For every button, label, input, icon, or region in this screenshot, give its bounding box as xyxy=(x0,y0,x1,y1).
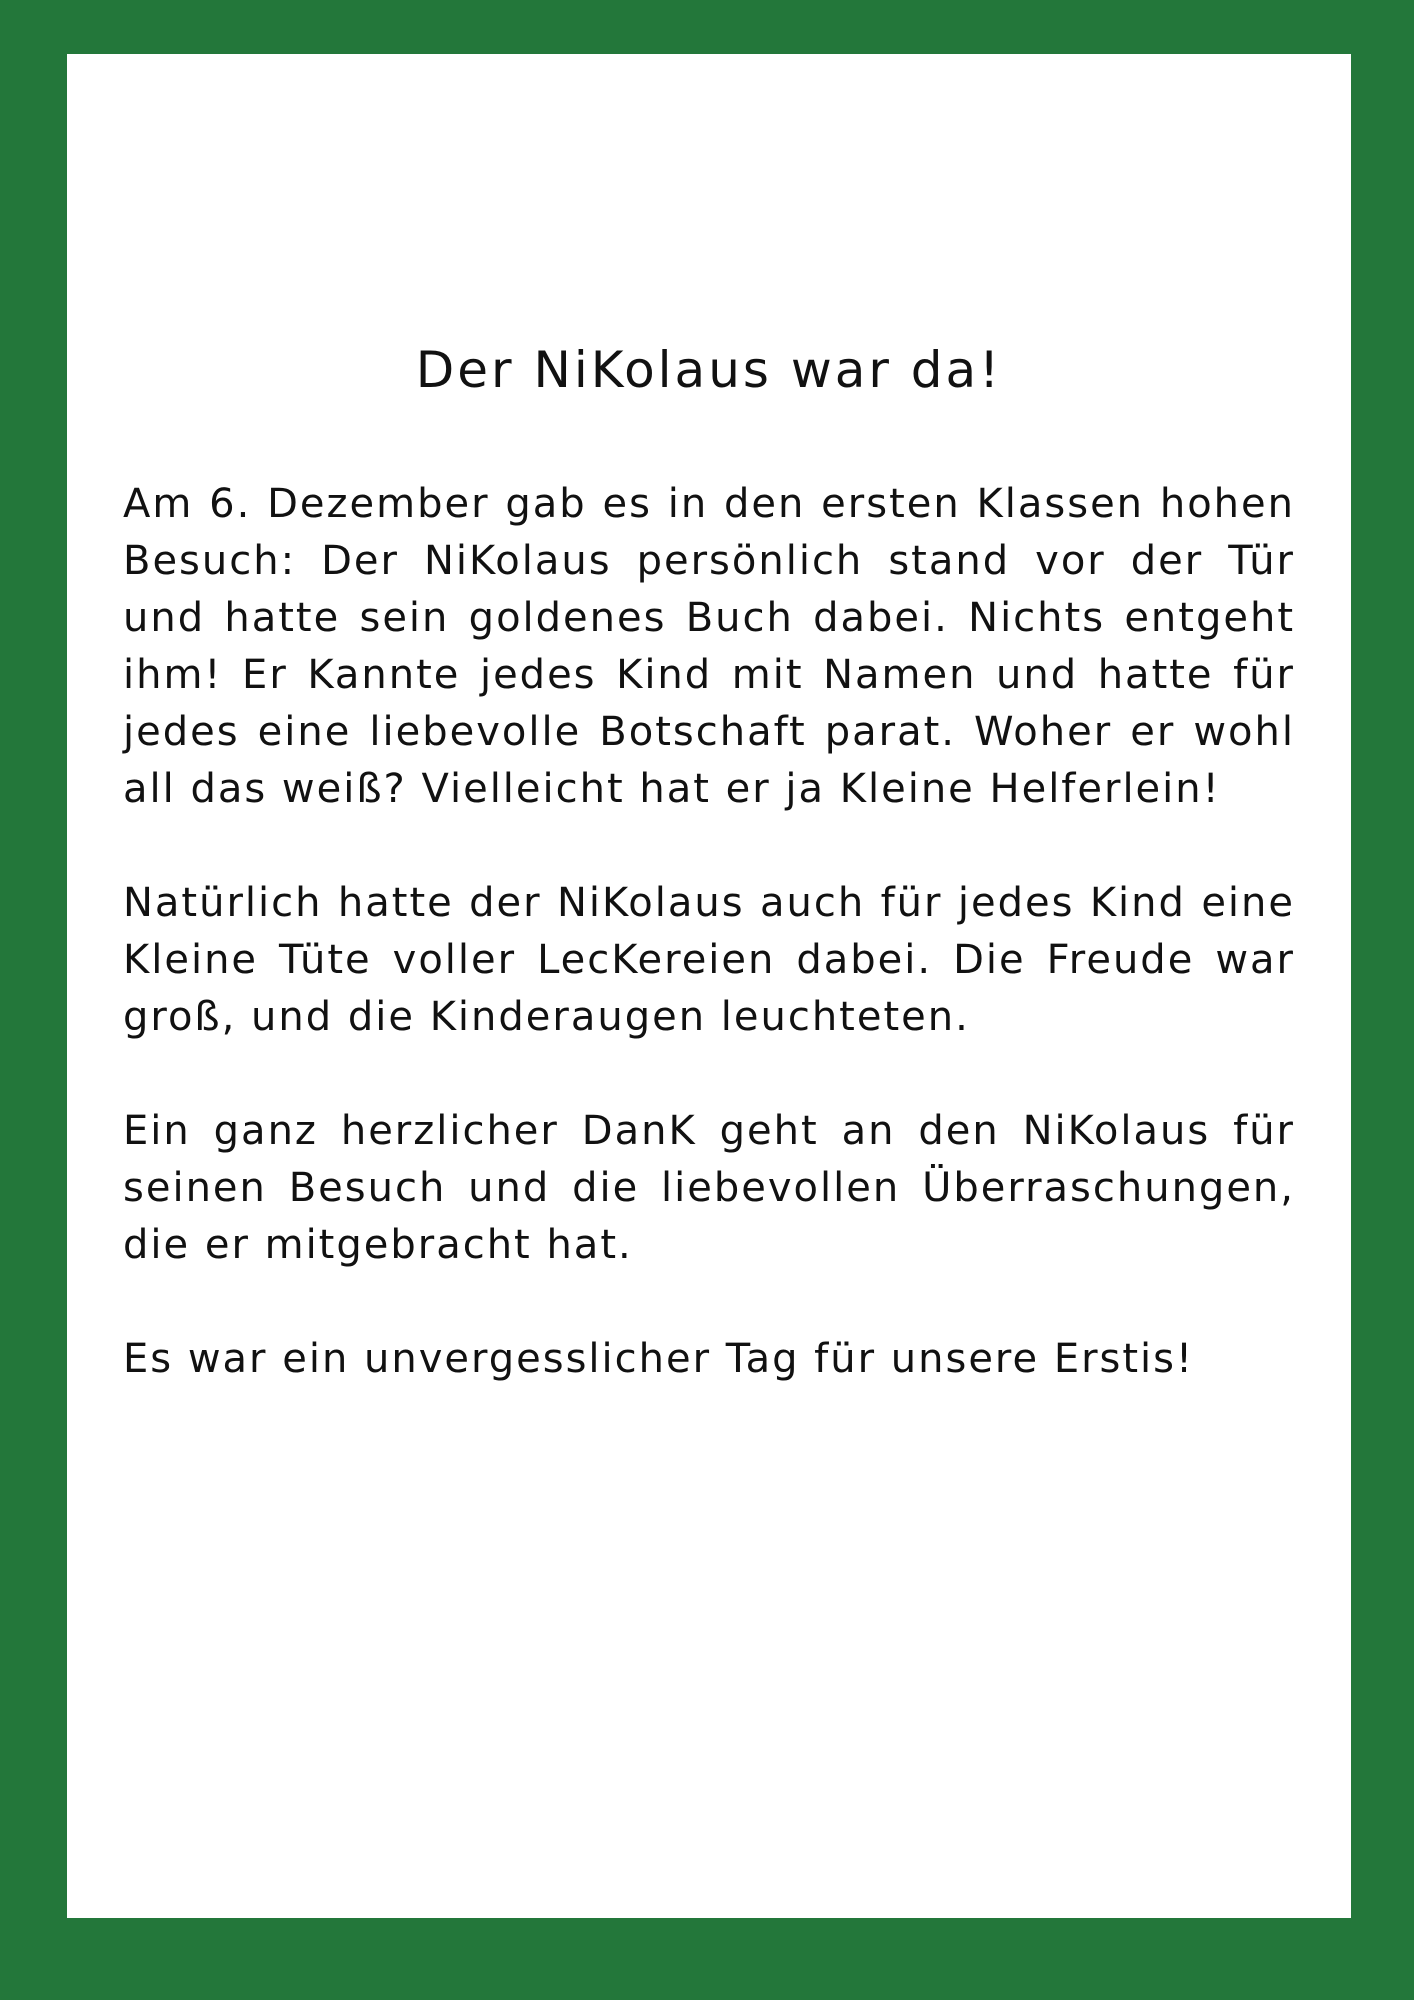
paragraph-1: Am 6. Dezember gab es in den ersten Klassen hohen Besuch: Der NiKolaus persönlich stand vor der Tür und hatte sein goldenes Buch dabei. Nichts entgeht ihm! Er Kannte jedes Kind mit Namen und hatte für jedes eine liebevolle Botschaft parat. Woher er wohl all das weiß? Vielleicht hat er ja Kleine Helferlein! xyxy=(123,481,1295,812)
paragraph-3: Ein ganz herzlicher DanK geht an den NiKolaus für seinen Besuch und die liebevollen Überraschungen, die er mitgebracht hat. xyxy=(123,1108,1295,1268)
paragraph-2: Natürlich hatte der NiKolaus auch für jedes Kind eine Kleine Tüte voller LecKereien dabei. Die Freude war groß, und die Kinderaugen leuchteten. xyxy=(123,880,1295,1040)
document-body xyxy=(123,476,1295,1445)
paragraph-4: Es war ein unvergesslicher Tag für unsere Erstis! xyxy=(123,1336,1195,1382)
document-page xyxy=(67,54,1351,1918)
document-title: Der NiKolaus war da! xyxy=(415,341,1003,399)
